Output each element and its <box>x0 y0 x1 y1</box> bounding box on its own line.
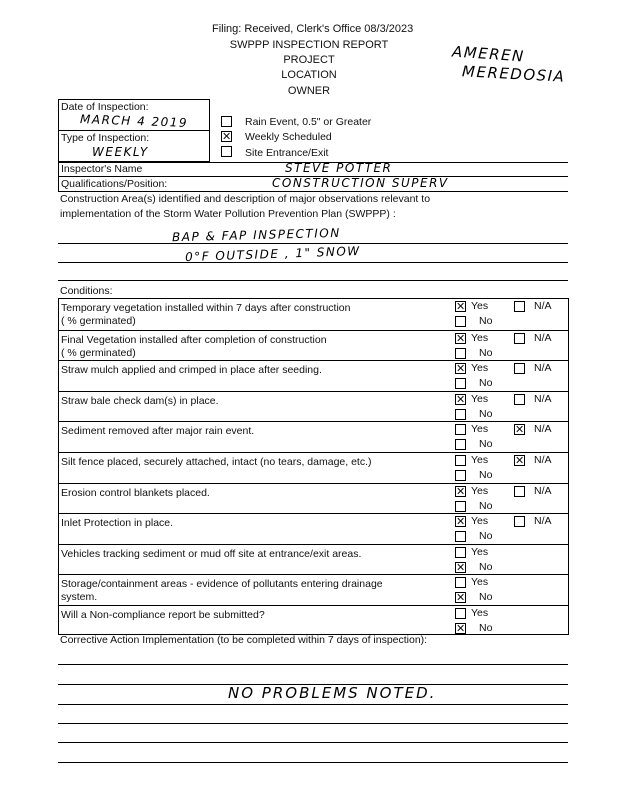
yes-checkbox[interactable] <box>455 577 466 588</box>
observation-note-1: BAP & FAP INSPECTION <box>171 225 341 245</box>
no-checkbox[interactable] <box>455 501 466 512</box>
condition-text: Storage/containment areas - evidence of pollutants entering drainage <box>61 578 383 591</box>
corrective-action-label: Corrective Action Implementation (to be completed within 7 days of inspection): <box>60 634 428 646</box>
check-mark-icon: ✕ <box>515 423 525 437</box>
na-label: N/A <box>534 362 552 375</box>
qualifications-label: Qualifications/Position: <box>61 178 168 190</box>
yes-checkbox[interactable] <box>455 394 466 405</box>
na-checkbox[interactable] <box>514 333 525 344</box>
inspector-value: STEVE POTTER <box>285 161 393 175</box>
na-label: N/A <box>534 331 552 344</box>
yes-checkbox[interactable] <box>455 455 466 466</box>
condition-subtext: ( % germinated) <box>61 346 136 359</box>
condition-text: Will a Non-compliance report be submitted? <box>61 609 265 621</box>
no-label: No <box>479 438 493 451</box>
observation-note-2: 0°F OUTSIDE , 1" SNOW <box>184 243 361 265</box>
na-label: N/A <box>534 392 552 405</box>
observations-label-line1: Construction Area(s) identified and description of major observations relevant to <box>60 193 431 205</box>
yes-label: Yes <box>471 545 489 558</box>
na-checkbox[interactable] <box>514 486 525 497</box>
yes-label: Yes <box>471 362 489 375</box>
no-label: No <box>479 377 493 390</box>
condition-subtext: system. <box>61 591 98 604</box>
na-checkbox[interactable] <box>514 363 525 374</box>
no-checkbox[interactable] <box>455 316 466 327</box>
condition-row <box>59 544 568 576</box>
no-checkbox[interactable] <box>455 470 466 481</box>
yes-label: Yes <box>471 454 489 466</box>
handwritten-owner-line2: MEREDOSIA <box>461 62 566 86</box>
check-mark-icon: ✕ <box>456 331 466 345</box>
divider <box>58 162 59 191</box>
yes-checkbox[interactable] <box>455 424 466 435</box>
no-checkbox[interactable] <box>455 378 466 389</box>
no-checkbox[interactable] <box>455 409 466 420</box>
yes-checkbox[interactable] <box>455 301 466 312</box>
condition-row <box>59 452 568 484</box>
na-label: N/A <box>534 515 552 528</box>
corrective-action-note: NO PROBLEMS NOTED. <box>228 684 437 702</box>
yes-label: Yes <box>471 331 489 344</box>
condition-text: Inlet Protection in place. <box>61 517 174 530</box>
writing-line <box>58 664 568 665</box>
condition-row <box>59 605 568 637</box>
condition-text: Vehicles tracking sediment or mud off site at entrance/exit areas. <box>61 547 362 560</box>
condition-text: Silt fence placed, securely attached, intact (no tears, damage, etc.) <box>61 456 372 468</box>
check-mark-icon: ✕ <box>456 484 466 498</box>
condition-text: Temporary vegetation installed within 7 days after construction <box>61 302 351 314</box>
condition-row <box>59 483 568 515</box>
site-entrance-checkbox[interactable] <box>221 146 232 157</box>
handwritten-owner-line1: AMEREN <box>451 42 526 66</box>
writing-line <box>58 742 568 743</box>
no-label: No <box>479 622 493 634</box>
condition-row <box>59 360 568 392</box>
na-checkbox[interactable] <box>514 516 525 527</box>
divider <box>58 130 210 131</box>
yes-label: Yes <box>471 607 489 619</box>
type-label: Type of Inspection: <box>61 132 150 144</box>
date-label: Date of Inspection: <box>61 101 149 113</box>
check-mark-icon: ✕ <box>456 560 466 574</box>
filing-stamp: Filing: Received, Clerk's Office 08/3/2023 <box>212 23 414 35</box>
writing-line <box>58 704 568 705</box>
rain-event-checkbox[interactable] <box>221 116 232 127</box>
condition-row <box>59 421 568 453</box>
check-mark-icon: ✕ <box>456 392 466 406</box>
yes-checkbox[interactable] <box>455 333 466 344</box>
yes-label: Yes <box>471 515 489 528</box>
check-mark-icon: ✕ <box>222 130 232 143</box>
no-checkbox[interactable] <box>455 562 466 573</box>
divider <box>58 191 568 192</box>
yes-label: Yes <box>471 300 489 312</box>
weekly-scheduled-checkbox[interactable] <box>221 131 232 142</box>
yes-label: Yes <box>471 576 489 589</box>
condition-row <box>59 513 568 545</box>
na-checkbox[interactable] <box>514 424 525 435</box>
check-mark-icon: ✕ <box>456 362 466 376</box>
condition-row <box>59 299 568 330</box>
yes-label: Yes <box>471 392 489 405</box>
no-checkbox[interactable] <box>455 623 466 634</box>
na-checkbox[interactable] <box>514 455 525 466</box>
no-label: No <box>479 530 493 543</box>
no-label: No <box>479 346 493 359</box>
yes-checkbox[interactable] <box>455 486 466 497</box>
na-label: N/A <box>534 423 552 436</box>
date-value: MARCH 4 2019 <box>79 112 189 130</box>
yes-checkbox[interactable] <box>455 608 466 619</box>
no-label: No <box>479 499 493 512</box>
yes-checkbox[interactable] <box>455 547 466 558</box>
check-mark-icon: ✕ <box>456 300 466 313</box>
qualifications-value: CONSTRUCTION SUPERV <box>272 176 449 190</box>
no-checkbox[interactable] <box>455 531 466 542</box>
condition-text: Straw mulch applied and crimped in place after seeding. <box>61 364 322 377</box>
yes-checkbox[interactable] <box>455 516 466 527</box>
observations-label-line2: implementation of the Storm Water Pollution Prevention Plan (SWPPP) : <box>60 208 396 220</box>
conditions-table <box>58 298 569 635</box>
condition-row <box>59 391 568 423</box>
no-label: No <box>479 469 493 481</box>
na-label: N/A <box>534 454 552 466</box>
writing-line <box>58 262 568 263</box>
na-checkbox[interactable] <box>514 394 525 405</box>
condition-row <box>59 574 568 606</box>
na-checkbox[interactable] <box>514 301 525 312</box>
project-label: PROJECT <box>283 54 335 66</box>
check-mark-icon: ✕ <box>456 622 466 635</box>
yes-label: Yes <box>471 423 489 436</box>
location-label: LOCATION <box>281 69 337 81</box>
no-label: No <box>479 591 493 604</box>
condition-text: Final Vegetation installed after completion of construction <box>61 333 327 346</box>
condition-subtext: ( % germinated) <box>61 315 136 327</box>
yes-label: Yes <box>471 484 489 497</box>
writing-line <box>58 280 568 281</box>
no-label: No <box>479 407 493 420</box>
check-mark-icon: ✕ <box>515 454 525 467</box>
na-label: N/A <box>534 484 552 497</box>
conditions-label: Conditions: <box>60 285 113 297</box>
site-entrance-label: Site Entrance/Exit <box>245 147 329 159</box>
owner-label: OWNER <box>287 85 331 97</box>
condition-text: Sediment removed after major rain event. <box>61 425 255 438</box>
check-mark-icon: ✕ <box>456 515 466 529</box>
no-checkbox[interactable] <box>455 348 466 359</box>
rain-event-label: Rain Event, 0.5" or Greater <box>245 116 372 128</box>
weekly-scheduled-label: Weekly Scheduled <box>245 131 332 143</box>
condition-text: Straw bale check dam(s) in place. <box>61 394 219 407</box>
condition-row <box>59 330 568 362</box>
no-checkbox[interactable] <box>455 439 466 450</box>
no-label: No <box>479 315 493 327</box>
writing-line <box>58 723 568 724</box>
check-mark-icon: ✕ <box>456 591 466 605</box>
type-value: WEEKLY <box>92 145 149 159</box>
report-title: SWPPP INSPECTION REPORT <box>229 39 389 51</box>
writing-line <box>58 762 568 763</box>
inspector-label: Inspector's Name <box>61 163 143 175</box>
writing-line <box>58 243 568 244</box>
yes-checkbox[interactable] <box>455 363 466 374</box>
na-label: N/A <box>534 300 552 312</box>
no-label: No <box>479 560 493 573</box>
condition-text: Erosion control blankets placed. <box>61 486 210 499</box>
no-checkbox[interactable] <box>455 592 466 603</box>
